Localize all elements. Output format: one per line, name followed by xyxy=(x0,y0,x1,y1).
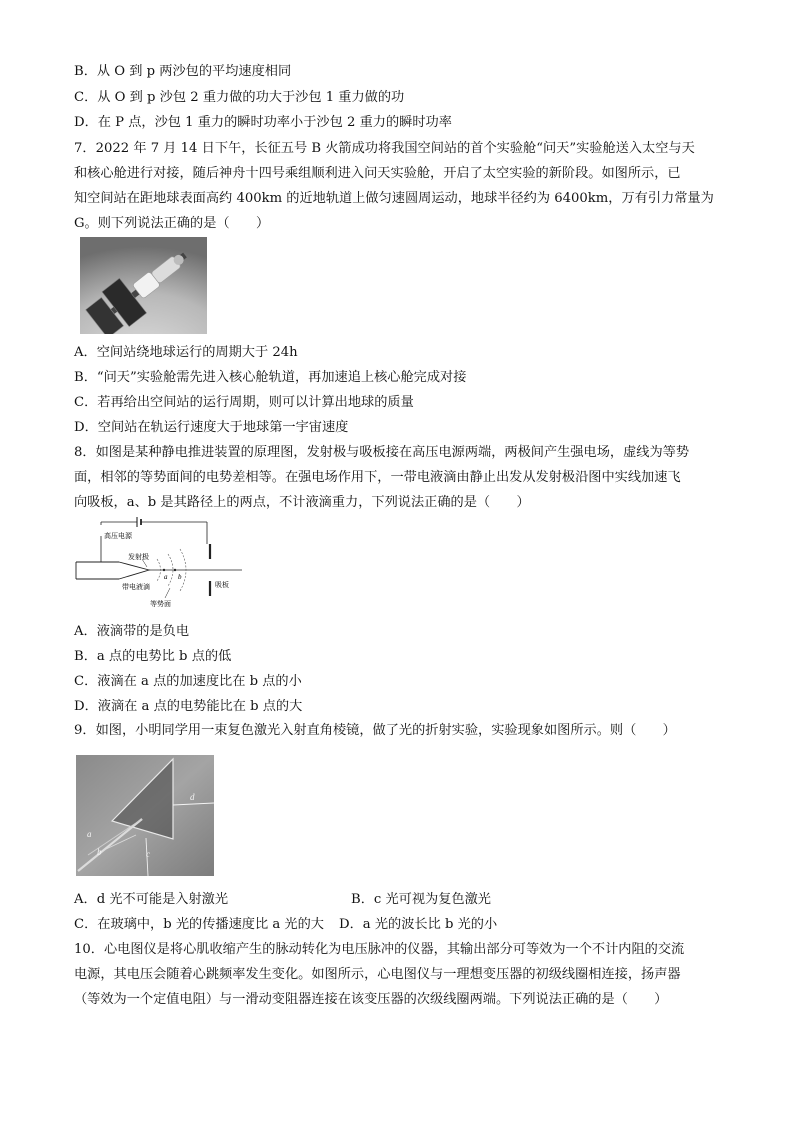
q7-stem-line-1: 7．2022 年 7 月 14 日下午，长征五号 B 火箭成功将我国空间站的首个实验舱“问天”实验舱送入太空与天 xyxy=(74,141,695,156)
ray-a-label: a xyxy=(87,829,92,839)
ray-d-label: d xyxy=(190,792,195,802)
charged-droplet-label: 带电液滴 xyxy=(122,583,150,591)
q6-option-c: C．从 O 到 p 沙包 2 重力做的功大于沙包 1 重力做的功 xyxy=(74,90,405,105)
q7-stem-line-3: 知空间站在距地球表面高约 400km 的近地轨道上做匀速圆周运动，地球半径约为 6400km，万有引力常量为 xyxy=(74,191,714,206)
high-voltage-power-label: 高压电源 xyxy=(104,532,132,540)
q7-stem-line-2: 和核心舱进行对接，随后神舟十四号乘组顺利进入问天实验舱，开启了太空实验的新阶段。如图所示，已 xyxy=(74,166,681,181)
q7-option-b: B．“问天”实验舱需先进入核心舱轨道，再加速追上核心舱完成对接 xyxy=(74,370,467,385)
emitter-label: 发射极 xyxy=(128,553,149,561)
q7-option-c: C．若再给出空间站的运行周期，则可以计算出地球的质量 xyxy=(74,395,414,410)
q10-stem-line-1: 10．心电图仪是将心肌收缩产生的脉动转化为电压脉冲的仪器，其输出部分可等效为一个不计内阻的交流 xyxy=(74,942,685,957)
q8-stem-line-2: 面，相邻的等势面间的电势差相等。在强电场作用下，一带电液滴由静止出发从发射极沿图中实线加速飞 xyxy=(74,470,681,485)
q7-option-d: D．空间站在轨运行速度大于地球第一宇宙速度 xyxy=(74,420,349,435)
ray-b-label: b xyxy=(97,847,102,857)
q8-option-a: A．液滴带的是负电 xyxy=(74,624,190,639)
q9-option-d: D．a 光的波长比 b 光的小 xyxy=(339,917,498,932)
q8-option-d: D．液滴在 a 点的电势能比在 b 点的大 xyxy=(74,699,303,714)
equipotential-label: 等势面 xyxy=(150,600,171,608)
q7-stem-line-4: G。则下列说法正确的是（ ） xyxy=(74,216,270,231)
q6-option-d: D．在 P 点，沙包 1 重力的瞬时功率小于沙包 2 重力的瞬时功率 xyxy=(74,115,452,130)
absorbing-plate-label: 吸板 xyxy=(215,581,229,589)
prism-refraction-photo xyxy=(76,755,214,876)
point-a-label: a xyxy=(164,573,168,581)
q10-stem-line-3: （等效为一个定值电阻）与一滑动变阻器连接在该变压器的次级线圈两端。下列说法正确的是（ ） xyxy=(74,992,668,1007)
point-b-label: b xyxy=(178,573,182,581)
q9-option-b: B．c 光可视为复色激光 xyxy=(351,892,491,907)
q9-option-c: C．在玻璃中，b 光的传播速度比 a 光的大 xyxy=(74,917,324,932)
q8-option-c: C．液滴在 a 点的加速度比在 b 点的小 xyxy=(74,674,302,689)
q10-stem-line-2: 电源，其电压会随着心跳频率发生变化。如图所示，心电图仪与一理想变压器的初级线圈相连接，扬声器 xyxy=(74,967,681,982)
space-station-photo xyxy=(80,237,207,334)
electrostatic-thruster-diagram xyxy=(74,514,244,612)
ray-c-label: c xyxy=(146,849,150,859)
q6-option-b: B．从 O 到 p 两沙包的平均速度相同 xyxy=(74,64,292,79)
q7-option-a: A．空间站绕地球运行的周期大于 24h xyxy=(74,345,298,360)
q9-option-a: A．d 光不可能是入射激光 xyxy=(74,892,229,907)
q8-option-b: B．a 点的电势比 b 点的低 xyxy=(74,649,232,664)
q9-stem: 9．如图，小明同学用一束复色激光入射直角棱镜，做了光的折射实验，实验现象如图所示。则（ ） xyxy=(74,723,676,738)
q8-stem-line-1: 8．如图是某种静电推进装置的原理图，发射极与吸板接在高压电源两端，两极间产生强电场，虚线为等势 xyxy=(74,445,690,460)
q8-stem-line-3: 向吸板，a、b 是其路径上的两点，不计液滴重力，下列说法正确的是（ ） xyxy=(74,495,530,510)
